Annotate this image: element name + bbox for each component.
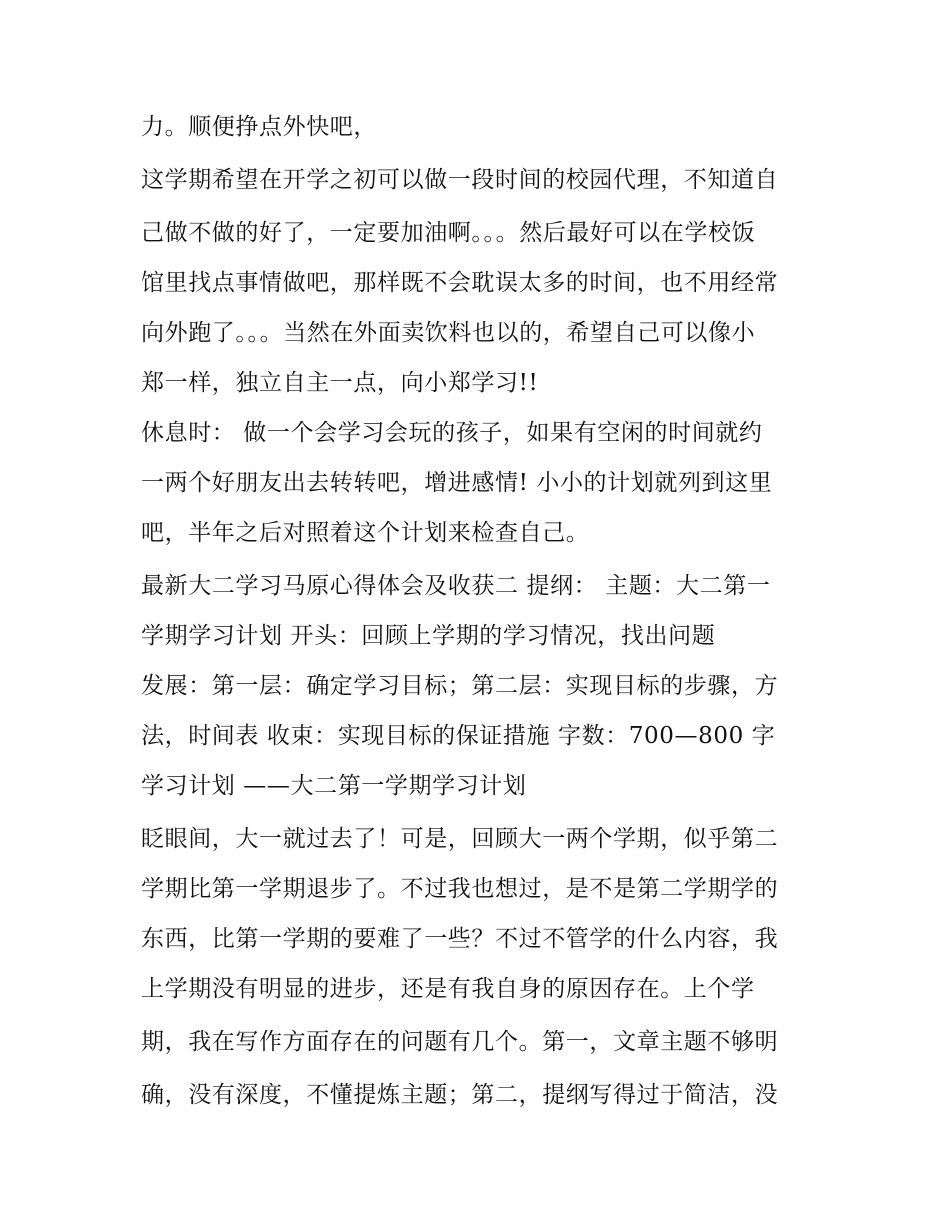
text-line: 向外跑了。。。当然在外面卖饮料也以的，希望自己可以像小	[141, 320, 756, 346]
text-line: 眨眼间，大一就过去了！可是，回顾大一两个学期，似乎第二	[141, 826, 779, 852]
text-line: 法，时间表 收束：实现目标的保证措施 字数：700—800 字	[141, 723, 776, 749]
text-line: 东西，比第一学期的要难了一些？不过不管学的什么内容，我	[141, 926, 779, 952]
text-line: 休息时： 做一个会学习会玩的孩子，如果有空闲的时间就约	[141, 420, 763, 446]
text-line: 上学期没有明显的进步，还是有我自身的原因存在。上个学	[141, 976, 755, 1002]
text-line: 最新大二学习马原心得体会及收获二 提纲： 主题：大二第一	[141, 573, 771, 599]
text-line: 一两个好朋友出去转转吧，增进感情! 小小的计划就列到这里	[141, 470, 773, 496]
text-line: 发展：第一层：确定学习目标；第二层：实现目标的步骤，方	[141, 673, 779, 699]
text-line: 期，我在写作方面存在的问题有几个。第一，文章主题不够明	[141, 1029, 779, 1055]
text-line: 学习计划 ——大二第一学期学习计划	[141, 773, 527, 799]
text-line: 己做不做的好了，一定要加油啊。。。然后最好可以在学校饭	[141, 220, 756, 246]
text-line: 学期学习计划 开头：回顾上学期的学习情况，找出问题	[141, 623, 716, 649]
text-line: 这学期希望在开学之初可以做一段时间的校园代理，不知道自	[141, 167, 779, 193]
text-line: 力。顺便挣点外快吧，	[141, 114, 377, 140]
text-line: 学期比第一学期退步了。不过我也想过，是不是第二学期学的	[141, 876, 779, 902]
text-line: 馆里找点事情做吧，那样既不会耽误太多的时间，也不用经常	[141, 270, 779, 296]
text-line: 郑一样，独立自主一点，向小郑学习!!	[141, 370, 539, 396]
text-line: 确，没有深度，不懂提炼主题；第二，提纲写得过于简洁，没	[141, 1082, 779, 1108]
text-line: 吧，半年之后对照着这个计划来检查自己。	[141, 520, 590, 546]
